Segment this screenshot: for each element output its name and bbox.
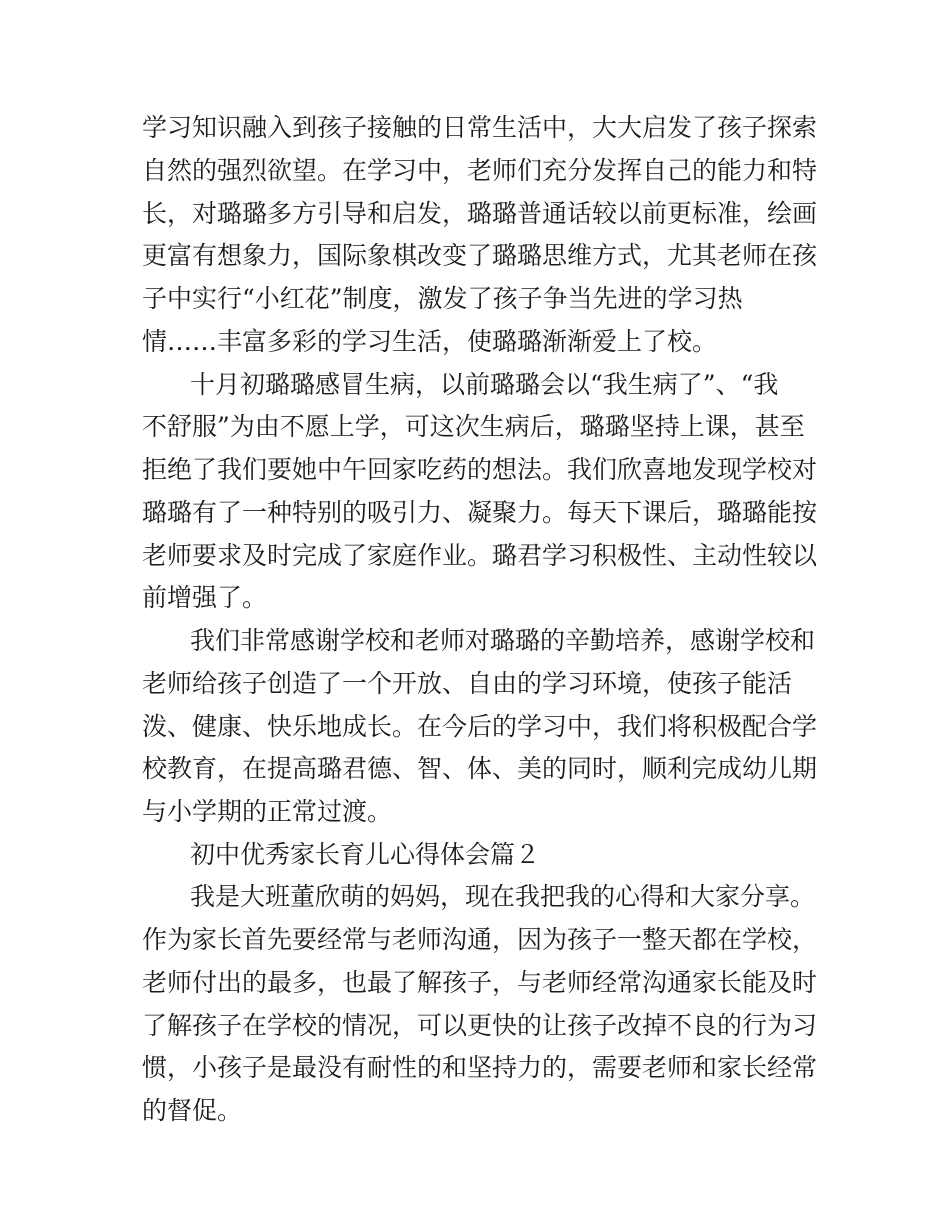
- text-line: 前增强了。: [142, 583, 268, 612]
- text-line: 子中实行“小红花”制度，激发了孩子争当先进的学习热: [142, 284, 743, 313]
- text-line: 老师给孩子创造了一个开放、自由的学习环境，使孩子能活: [142, 669, 793, 698]
- paragraph-start-line: 我是大班董欣萌的妈妈，现在我把我的心得和大家分享。: [190, 882, 816, 911]
- paragraph-start-line: 我们非常感谢学校和老师对璐璐的辛勤培养，感谢学校和: [190, 626, 816, 655]
- text-line: 老师付出的最多，也最了解孩子，与老师经常沟通家长能及时: [142, 968, 818, 997]
- text-line: 拒绝了我们要她中午回家吃药的想法。我们欣喜地发现学校对: [142, 455, 818, 484]
- text-line: 校教育，在提高璐君德、智、体、美的同时，顺利完成幼儿期: [142, 754, 818, 783]
- text-line: 不舒服”为由不愿上学，可这次生病后，璐璐坚持上课，甚至: [142, 412, 805, 441]
- text-line: 更富有想象力，国际象棋改变了璐璐思维方式，尤其老师在孩: [142, 241, 818, 270]
- text-line: 泼、健康、快乐地成长。在今后的学习中，我们将积极配合学: [142, 712, 818, 741]
- text-line: 了解孩子在学校的情况，可以更快的让孩子改掉不良的行为习: [142, 1011, 818, 1040]
- paragraph-start-line: 十月初璐璐感冒生病，以前璐璐会以“我生病了”、“我: [190, 370, 779, 399]
- text-line: 长，对璐璐多方引导和启发，璐璐普通话较以前更标准，绘画: [142, 199, 818, 228]
- text-line: 学习知识融入到孩子接触的日常生活中，大大启发了孩子探索: [142, 113, 818, 142]
- text-line: 惯，小孩子是最没有耐性的和坚持力的，需要老师和家长经常: [142, 1053, 818, 1082]
- text-line: 作为家长首先要经常与老师沟通，因为孩子一整天都在学校，: [142, 925, 818, 954]
- text-line: 自然的强烈欲望。在学习中，老师们充分发挥自己的能力和特: [142, 156, 818, 185]
- text-line: 情……丰富多彩的学习生活，使璐璐渐渐爱上了校。: [142, 327, 718, 356]
- text-line: 璐璐有了一种特别的吸引力、凝聚力。每天下课后，璐璐能按: [142, 498, 818, 527]
- text-line: 老师要求及时完成了家庭作业。璐君学习积极性、主动性较以: [142, 541, 818, 570]
- text-line: 的督促。: [142, 1096, 243, 1125]
- text-line: 与小学期的正常过渡。: [142, 797, 393, 826]
- section-heading: 初中优秀家长育儿心得体会篇２: [190, 840, 541, 869]
